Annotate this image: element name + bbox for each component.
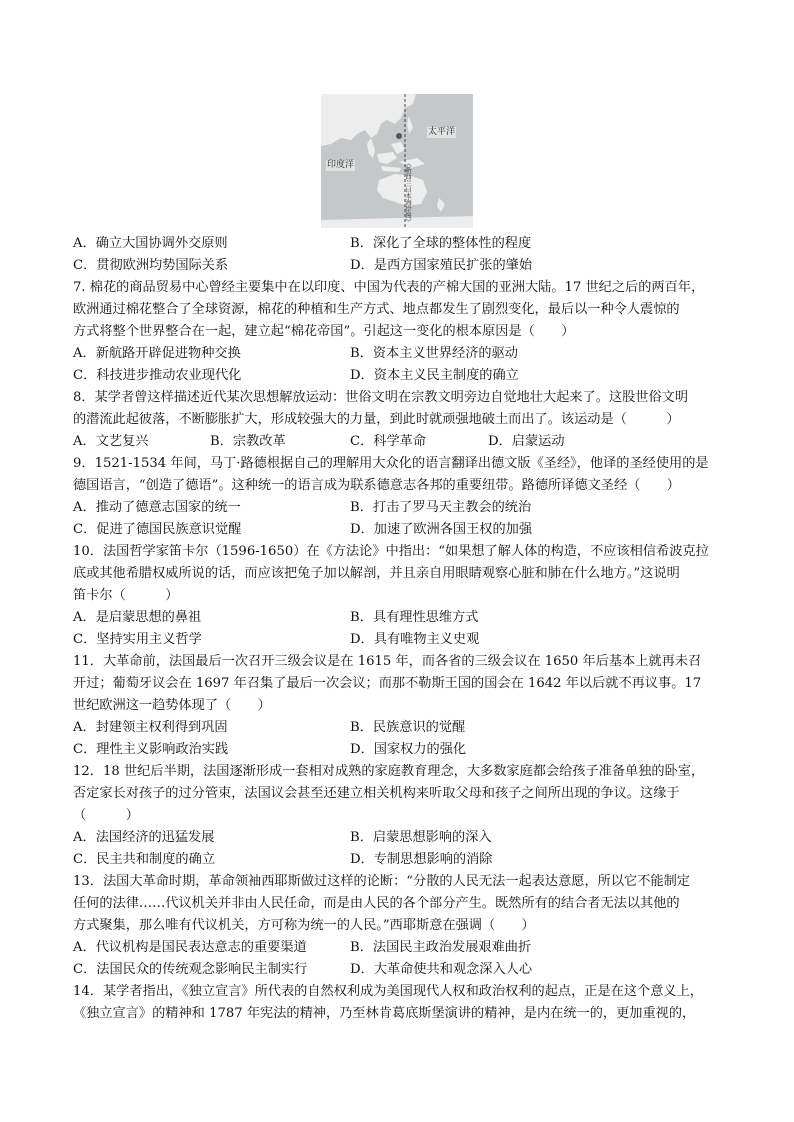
q13-stem-line-1: 13．法国大革命时期，革命领袖西耶斯做过这样的论断：“分散的人民无法一起表达意愿，所以它不能制定 bbox=[73, 874, 690, 889]
q7-option-a[interactable]: A．新航路开辟促进物种交换 bbox=[73, 346, 241, 361]
q10-stem-line-3: 笛卡尔（ ） bbox=[73, 588, 179, 603]
q6-option-d[interactable]: D．是西方国家殖民扩张的肇始 bbox=[350, 258, 533, 273]
q13-option-a[interactable]: A．代议机构是国民表达意志的重要渠道 bbox=[73, 940, 307, 955]
q10-option-d[interactable]: D．具有唯物主义史观 bbox=[350, 632, 480, 647]
q11-stem-line-1: 11．大革命前，法国最后一次召开三级会议是在 1615 年，而各省的三级会议在 1650 年后基本上就再未召 bbox=[73, 654, 702, 669]
q6-option-a[interactable]: A．确立大国协调外交原则 bbox=[73, 236, 228, 251]
q11-stem-line-2: 开过；葡萄牙议会在 1697 年召集了最后一次会议；而那不勒斯王国的国会在 1642 年以后就不再议事。17 bbox=[73, 676, 702, 691]
map-vertical-caption: 《新西兰日本海岸图》 bbox=[404, 160, 412, 225]
q10-option-b[interactable]: B．具有理性思维方式 bbox=[350, 610, 479, 625]
q14-stem-line-2: 《独立宣言》的精神和 1787 年宪法的精神，乃至林肯葛底斯堡演讲的精神，是内在统一的，更加重视的， bbox=[73, 1006, 696, 1021]
map-figure bbox=[321, 94, 473, 228]
q12-option-d[interactable]: D．专制思想影响的消除 bbox=[350, 852, 493, 867]
q7-option-b[interactable]: B．资本主义世界经济的驱动 bbox=[350, 346, 518, 361]
q8-stem-line-1: 8．某学者曾这样描述近代某次思想解放运动：世俗文明在宗教文明旁边自觉地壮大起来了。这股世俗文明 bbox=[73, 390, 689, 405]
indian-ocean-label: 印度洋 bbox=[327, 160, 355, 170]
q8-option-b[interactable]: B．宗教改革 bbox=[210, 434, 286, 449]
q10-stem-line-2: 底或其他希腊权威所说的话，而应该把兔子加以解剖，并且亲自用眼睛观察心脏和肺在什么地方。”这说明 bbox=[73, 566, 680, 581]
q11-option-d[interactable]: D．国家权力的强化 bbox=[350, 742, 467, 757]
q11-stem-line-3: 世纪欧洲这一趋势体现了（ ） bbox=[73, 698, 271, 713]
q11-option-a[interactable]: A．封建领主权利得到巩固 bbox=[73, 720, 228, 735]
pacific-label: 太平洋 bbox=[428, 127, 456, 137]
q7-option-d[interactable]: D．资本主义民主制度的确立 bbox=[350, 368, 519, 383]
q6-option-b[interactable]: B．深化了全球的整体性的程度 bbox=[350, 236, 532, 251]
q13-stem-line-2: 任何的法律……代议机关并非由人民任命，而是由人民的各个部分产生。既然所有的结合者无法以其他的 bbox=[73, 896, 680, 911]
q13-option-c[interactable]: C．法国民众的传统观念影响民主制实行 bbox=[73, 962, 308, 977]
q12-stem-line-1: 12．18 世纪后半期，法国逐渐形成一套相对成熟的家庭教育理念，大多数家庭都会给孩子准备单独的卧室， bbox=[73, 764, 705, 779]
q12-option-b[interactable]: B．启蒙思想影响的深入 bbox=[350, 830, 492, 845]
q9-option-c[interactable]: C．促进了德国民族意识觉醒 bbox=[73, 522, 242, 537]
q8-option-d[interactable]: D．启蒙运动 bbox=[488, 434, 565, 449]
q7-option-c[interactable]: C．科技进步推动农业现代化 bbox=[73, 368, 242, 383]
q8-option-a[interactable]: A．文艺复兴 bbox=[73, 434, 149, 449]
q10-stem-line-1: 10．法国哲学家笛卡尔（1596-1650）在《方法论》中指出：“如果想了解人体的构造，不应该相信希波克拉 bbox=[73, 544, 709, 559]
q9-stem-line-2: 德国语言，“创造了德语”。这种统一的语言成为联系德意志各邦的重要纽带。路德所译德文圣经（ ） bbox=[73, 478, 680, 493]
q7-stem-line-3: 方式将整个世界整合在一起，建立起“棉花帝国”。引起这一变化的根本原因是（ ） bbox=[73, 324, 575, 339]
q9-option-d[interactable]: D．加速了欧洲各国王权的加强 bbox=[350, 522, 533, 537]
q13-option-d[interactable]: D．大革命使共和观念深入人心 bbox=[350, 962, 533, 977]
q9-option-a[interactable]: A．推动了德意志国家的统一 bbox=[73, 500, 241, 515]
q12-stem-line-3: （ ） bbox=[73, 808, 139, 823]
q13-option-b[interactable]: B．法国民主政治发展艰难曲折 bbox=[350, 940, 532, 955]
q10-option-c[interactable]: C．坚持实用主义哲学 bbox=[73, 632, 202, 647]
q13-stem-line-3: 方式聚集，那么唯有代议机关，方可称为统一的人民。”西耶斯意在强调（ ） bbox=[73, 918, 535, 933]
q12-option-a[interactable]: A．法国经济的迅猛发展 bbox=[73, 830, 215, 845]
q8-stem-line-2: 的潜流此起彼落，不断膨胀扩大，形成较强大的力量，到此时就顽强地破土而出了。该运动是（ ） bbox=[73, 412, 680, 427]
q11-option-b[interactable]: B．民族意识的觉醒 bbox=[350, 720, 466, 735]
q6-option-c[interactable]: C．贯彻欧洲均势国际关系 bbox=[73, 258, 229, 273]
q9-option-b[interactable]: B．打击了罗马天主教会的统治 bbox=[350, 500, 532, 515]
q9-stem-line-1: 9．1521-1534 年间，马丁·路德根据自己的理解用大众化的语言翻译出德文版《圣经》，他译的圣经使用的是 bbox=[73, 456, 709, 471]
q10-option-a[interactable]: A．是启蒙思想的鼻祖 bbox=[73, 610, 202, 625]
q14-stem-line-1: 14．某学者指出，《独立宣言》所代表的自然权利成为美国现代人权和政治权利的起点，正是在这个意义上， bbox=[73, 984, 703, 999]
q11-option-c[interactable]: C．理性主义影响政治实践 bbox=[73, 742, 229, 757]
q8-option-c[interactable]: C．科学革命 bbox=[350, 434, 427, 449]
q7-stem-line-2: 欧洲通过棉花整合了全球资源，棉花的种植和生产方式、地点都发生了剧烈变化，最后以一种令人震惊的 bbox=[73, 302, 680, 317]
q12-option-c[interactable]: C．民主共和制度的确立 bbox=[73, 852, 215, 867]
q7-stem-line-1: 7. 棉花的商品贸易中心曾经主要集中在以印度、中国为代表的产棉大国的亚洲大陆。17 世纪之后的两百年， bbox=[73, 280, 705, 295]
q12-stem-line-2: 否定家长对孩子的过分管束，法国议会甚至还建立相关机构来听取父母和孩子之间所出现的争议。这缘于 bbox=[73, 786, 680, 801]
